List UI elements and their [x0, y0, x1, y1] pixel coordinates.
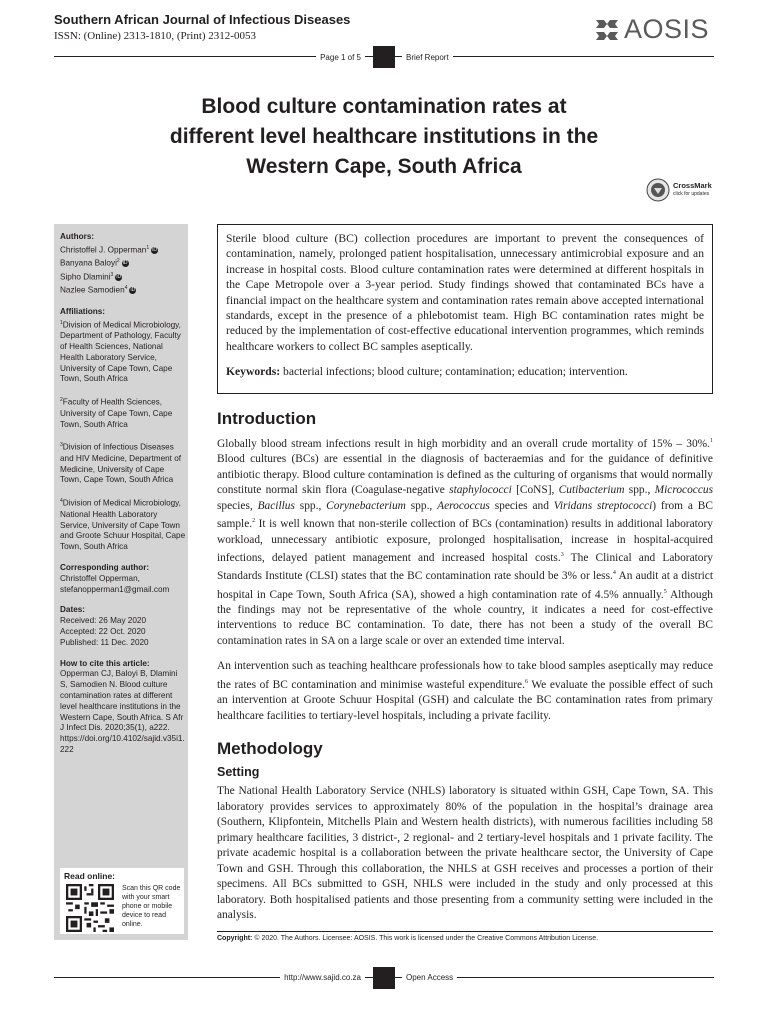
- author-affiliation-sup: 4: [124, 285, 128, 292]
- orcid-icon[interactable]: iD: [152, 246, 157, 253]
- crossmark-icon: [646, 178, 670, 202]
- corresponding-section: [60, 563, 186, 595]
- affiliation-sup: 2: [60, 397, 63, 404]
- setting-subheading: Setting: [217, 765, 260, 780]
- species-name: Corynebacterium: [326, 499, 406, 512]
- crossmark-sub: click for updates: [673, 191, 710, 197]
- authors-section: [60, 232, 186, 297]
- publisher-name: AOSIS: [624, 14, 710, 44]
- cite-text: Opperman CJ, Baloyi B, Dlamini S, Samodien N. Blood culture contamination rates at different level healthcare institutions in the Western Cape, South Africa. S Afr J Infect Dis. 2020;35(1), a222. https://doi.org/10.4102/sajid.v35i1.222: [60, 669, 185, 754]
- text-run: Although the findings may not be representative of the whole country, it indicates a need for cost-effective interventions to reduce BC contamination. To date, there has not been a study of the overall BC contamination rates in SA on a large scale or over an extended time interval.: [217, 588, 713, 647]
- affiliation-entry: [60, 440, 186, 486]
- text-run: ) from a BC sample.: [217, 499, 713, 531]
- date-published: Published: 11 Dec. 2020: [60, 637, 149, 647]
- citation-sup: 4: [612, 570, 616, 577]
- corresponding-name: Christoffel Opperman,: [60, 573, 140, 583]
- author-entry: [60, 256, 186, 270]
- keywords-text: bacterial infections; blood culture; contamination; education; intervention.: [283, 365, 628, 379]
- author-entry: [60, 270, 186, 284]
- citation-sup: 6: [524, 678, 528, 685]
- keywords-label: Keywords:: [226, 365, 281, 379]
- methodology-heading: Methodology: [217, 739, 323, 759]
- article-body: [217, 408, 713, 924]
- author-name: Banyana Baloyi: [60, 259, 117, 269]
- affiliation-entry: [60, 496, 186, 553]
- corresponding-label: Corresponding author:: [60, 563, 150, 572]
- orcid-icon[interactable]: iD: [116, 273, 122, 280]
- date-received: Received: 26 May 2020: [60, 616, 147, 626]
- text-run: spp.,: [624, 484, 655, 497]
- cite-section: [60, 659, 186, 756]
- text-run: An audit at a district hospital in Cape Town, South Africa (SA), showed a high contamination rate of 4.5% annually.: [217, 570, 714, 601]
- affiliations-label: Affiliations:: [60, 306, 106, 316]
- affiliations-section: [60, 307, 186, 553]
- introduction-paragraph-2: [217, 659, 713, 724]
- affiliation-text: Division of Infectious Diseases and HIV Medicine, Department of Medicine, University of Cape Town, Cape Town, South Africa: [60, 443, 182, 485]
- author-name: Christoffel J. Opperman: [60, 245, 147, 255]
- abstract-text: Sterile blood culture (BC) collection procedures are important to prevent the consequences of contamination, namely, prolonged patient hospitalisation, unnecessary antimicrobial exposure and an increase in hospital costs. Blood culture contamination rates were determined at different hospitals in the Cape Metropole over a 3-year period. Study findings showed that contaminated BCs have a financial impact on the healthcare system and contamination rates remain above accepted international standards, except in the presence of a phlebotomist team. High BC contamination rates might be reduced by the implementation of cost-effective educational intervention programmes, which reminds healthcare workers to collect BC samples aseptically.: [226, 232, 704, 353]
- footer-url-link[interactable]: http://www.sajid.co.za: [280, 973, 365, 982]
- author-name: Nazlee Samodien: [60, 286, 125, 296]
- corresponding-email[interactable]: stefanopperman1@gmail.com: [60, 584, 170, 594]
- author-affiliation-sup: 1: [146, 244, 150, 251]
- species-name: Cutibacterium: [558, 484, 625, 497]
- text-run: An intervention such as teaching healthcare professionals how to take blood samples aseptically may reduce the rates of BC contamination and minimise wasteful expenditure.: [217, 660, 713, 691]
- orcid-icon[interactable]: iD: [130, 287, 136, 294]
- introduction-heading: Introduction: [217, 409, 317, 428]
- publisher-logo: [594, 14, 709, 45]
- qr-instructions: Scan this QR code with your smart phone or mobile device to read online.: [122, 885, 181, 928]
- species-name: Bacillus: [257, 499, 295, 512]
- species-name: Aerococcus: [437, 499, 490, 512]
- copyright-notice: [217, 931, 713, 942]
- author-entry: [60, 283, 186, 297]
- text-run: species and: [489, 499, 554, 512]
- footer-block: [373, 967, 395, 989]
- species-name: Viridans streptococci: [553, 499, 653, 512]
- text-run: [CoNS],: [511, 484, 559, 497]
- header-block: [373, 46, 395, 68]
- journal-title: Southern African Journal of Infectious Diseases: [54, 12, 351, 27]
- date-accepted: Accepted: 22 Oct. 2020: [60, 626, 146, 636]
- orcid-icon[interactable]: iD: [122, 260, 128, 267]
- author-affiliation-sup: 3: [110, 271, 114, 278]
- affiliation-entry: [60, 395, 186, 430]
- open-access-label: Open Access: [402, 973, 457, 982]
- author-entry: [60, 243, 186, 257]
- citation-sup: 3: [560, 552, 564, 559]
- read-online-box: [60, 868, 184, 934]
- title-line: different level healthcare institutions in the: [169, 125, 599, 148]
- species-name: Micrococcus: [654, 484, 714, 497]
- article-sidebar: [54, 224, 188, 940]
- copyright-label: Copyright:: [217, 935, 253, 942]
- read-online-label: Read online:: [64, 871, 116, 881]
- crossmark-label: CrossMark: [673, 181, 712, 190]
- text-run: It is well known that non-sterile collection of BCs (contamination) results in additional laboratory workload, unnecessary antibiotic exposure, prolonged hospitalisation, increase in hospital-acquired infections, delayed patient management and increased hospital costs.: [217, 518, 713, 564]
- citation-sup: 2: [252, 518, 256, 525]
- title-line: Blood culture contamination rates at: [201, 95, 567, 118]
- affiliation-text: Faculty of Health Sciences, University of Cape Town, Cape Town, South Africa: [60, 397, 173, 429]
- article-type: Brief Report: [402, 53, 453, 62]
- affiliation-entry: [60, 318, 186, 386]
- text-run: Globally blood stream infections result in high morbidity and an overall crude mortality of 15% – 30%.: [217, 437, 710, 450]
- crossmark-badge[interactable]: [646, 178, 712, 202]
- issn: ISSN: (Online) 2313-1810, (Print) 2312-0053: [54, 30, 256, 42]
- authors-label: Authors:: [60, 232, 95, 241]
- affiliation-sup: 4: [60, 498, 63, 505]
- author-affiliation-sup: 2: [116, 258, 120, 265]
- species-name: staphylococci: [449, 484, 512, 497]
- cite-label: How to cite this article:: [60, 658, 150, 668]
- text-run: spp.,: [294, 499, 327, 512]
- dates-label: Dates:: [60, 605, 86, 615]
- text-run: species,: [217, 499, 258, 512]
- page-number: Page 1 of 5: [316, 53, 365, 62]
- affiliation-text: Division of Medical Microbiology, Department of Pathology, Faculty of Health Sciences, National Health Laboratory Service, University of Cape Town, Cape Town, South Africa: [60, 320, 181, 384]
- citation-sup: 5: [663, 588, 667, 595]
- text-run: spp.,: [405, 499, 438, 512]
- affiliation-sup: 3: [60, 442, 63, 449]
- introduction-paragraph-1: [217, 434, 713, 649]
- affiliation-text: Division of Medical Microbiology, National Health Laboratory Service, University of Cape Town and Groote Schuur Hospital, Cape Town, South Africa: [60, 499, 186, 552]
- article-title: [100, 92, 668, 182]
- text-run: Blood cultures (BCs) are essential in the diagnosis of bacteraemias and for the guidance of definitive antibiotic therapy. Blood culture contamination is defined as the culturing of organisms that would normally constitute normal skin flora (Coagulase-negative: [217, 453, 713, 497]
- dates-section: [60, 605, 186, 648]
- abstract-box: [217, 224, 713, 394]
- text-run: The Clinical and Laboratory Standards Institute (CLSI) states that the BC contamination rate should be 3% or less.: [217, 551, 713, 583]
- citation-sup: 1: [710, 438, 713, 444]
- title-line: Western Cape, South Africa: [246, 155, 522, 178]
- methodology-paragraph: The National Health Laboratory Service (NHLS) laboratory is situated within GSH, Cape Town, SA. This laboratory provides services to approximately 80% of the population in the hospital’s drainage area (Southern, Klipfontein, Mitchells Plain and Western health districts), with numerous facilities including 58 primary healthcare facilities, 3 district-, 2 regional- and 2 tertiary-level hospitals and 1 private facility. The private academic hospital is a collaboration between the private healthcare sector, the University of Cape Town and GSH. Through this collaboration, the NHLS at GSH receives and processes a portion of their specimens. All BCs submitted to GSH, NHLS were included in the study and only processed at this laboratory. Both hospitalised patients and those presenting from a community setting were included in the analysis.: [217, 785, 713, 922]
- text-run: We evaluate the possible effect of such an intervention at Groote Schuur Hospital (GSH) and calculate the BC contamination rates from primary healthcare facilities to tertiary-level hospitals, including a private facility.: [217, 678, 713, 722]
- aosis-logo-icon: [594, 17, 620, 43]
- qr-code-icon[interactable]: [66, 884, 114, 932]
- keywords-line: [226, 364, 704, 379]
- copyright-text: © 2020. The Authors. Licensee: AOSIS. This work is licensed under the Creative Commons Attribution License.: [254, 935, 599, 942]
- affiliation-sup: 1: [60, 319, 63, 326]
- author-name: Sipho Dlamini: [60, 272, 111, 282]
